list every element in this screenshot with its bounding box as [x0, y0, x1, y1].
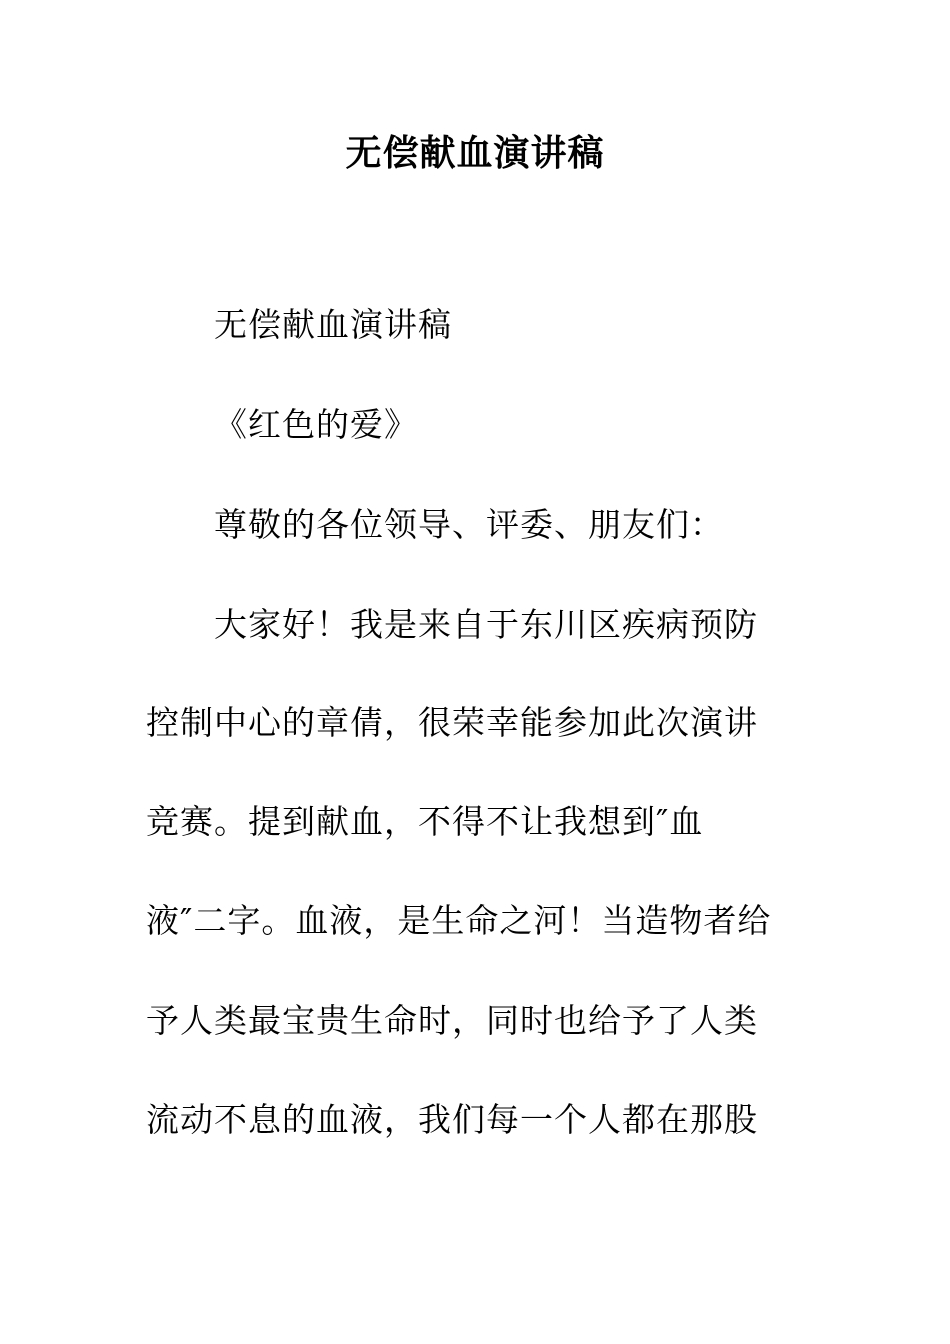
paragraph-line: 竞赛。提到献血，不得不让我想到″血 — [146, 802, 704, 841]
paragraph-line: 控制中心的章倩，很荣幸能参加此次演讲 — [146, 703, 758, 742]
paragraph-line: 大家好！我是来自于东川区疾病预防 — [214, 605, 758, 644]
paragraph-line: 流动不息的血液，我们每一个人都在那股 — [146, 1100, 758, 1139]
paragraph-line: 予人类最宝贵生命时，同时也给予了人类 — [146, 1001, 758, 1040]
paragraph-line: 《红色的爱》 — [214, 405, 418, 444]
paragraph-line: 液″二字。血液，是生命之河！当造物者给 — [146, 901, 772, 940]
paragraph-line: 尊敬的各位领导、评委、朋友们： — [214, 505, 724, 544]
document-title: 无偿献血演讲稿 — [345, 132, 605, 174]
paragraph-line: 无偿献血演讲稿 — [214, 305, 452, 344]
